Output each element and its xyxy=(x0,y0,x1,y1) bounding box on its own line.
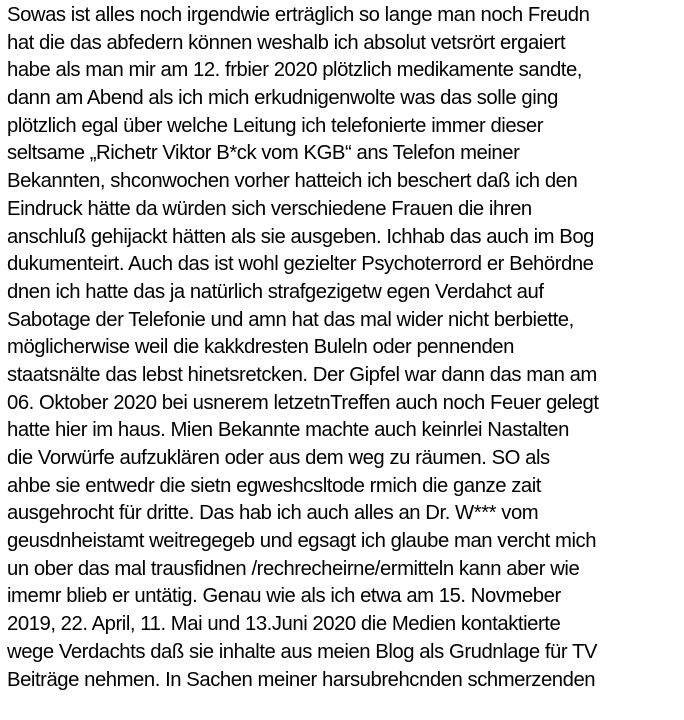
text-line-19: ausgehrocht für dritte. Das hab ich auch alles an Dr. W*** vom xyxy=(7,502,539,525)
text-line-13: möglicherwise weil die kakkdresten Buleln oder pennenden xyxy=(7,336,514,359)
text-line-6: seltsame „Richetr Viktor B*ck vom KGB“ ans Telefon meiner xyxy=(7,142,520,165)
text-line-20: geusdnheistamt weitregegeb und egsagt ich glaube man vercht mich xyxy=(7,530,597,553)
text-line-15: 06. Oktober 2020 bei usnerem letzetnTreffen auch noch Feuer gelegt xyxy=(7,391,599,414)
text-line-14: staatsnälte das lebst hinetsretcken. Der Gipfel war dann das man am xyxy=(7,363,597,386)
text-line-21: un ober das mal trausfidnen /rechrecheirne/ermitteln kann aber wie xyxy=(7,557,580,580)
text-line-18: ahbe sie entwedr die sietn egweshcsltode rmich die ganze zait xyxy=(7,474,541,497)
text-line-11: dnen ich hatte das ja natürlich strafgezigetw egen Verdahct auf xyxy=(7,280,544,303)
text-line-12: Sabotage der Telefonie und amn hat das mal wider nicht berbiette, xyxy=(7,308,574,331)
text-line-7: Bekannten, shconwochen vorher hatteich ich beschert daß ich den xyxy=(7,170,578,193)
text-line-1: Sowas ist alles noch irgendwie erträglich so lange man noch Freudn xyxy=(7,4,590,26)
text-line-22: imemr blieb er untätig. Genau wie als ich etwa am 15. Novmeber xyxy=(7,585,561,608)
text-line-3: habe als man mir am 12. frbier 2020 plötzlich medikamente sandte, xyxy=(7,59,582,82)
text-line-8: Eindruck hätte da würden sich verschiedene Frauen die ihren xyxy=(7,197,532,220)
text-line-23: 2019, 22. April, 11. Mai und 13.Juni 2020 die Medien kontaktierte xyxy=(7,613,561,636)
text-line-24: wege Verdachts daß sie inhalte aus meien Blog als Grudnlage für TV xyxy=(7,640,597,663)
text-line-2: hat die das abfedern können weshalb ich absolut vetsrört ergaiert xyxy=(7,31,566,54)
text-line-25: Beiträge nehmen. In Sachen meiner harsubrehcnden schmerzenden xyxy=(7,668,596,691)
text-line-5: plötzlich egal über welche Leitung ich telefonierte immer dieser xyxy=(7,114,543,137)
text-line-10: dukumenteirt. Auch das ist wohl gezielter Psychoterrord er Behördne xyxy=(7,253,594,276)
text-line-17: die Vorwürfe aufzuklären oder aus dem weg zu räumen. SO als xyxy=(7,447,550,469)
text-line-4: dann am Abend als ich mich erkudnigenwolte was das solle ging xyxy=(7,87,558,110)
text-line-9: anschluß gehijackt hätten als sie ausgeben. Ichhab das auch im Bog xyxy=(7,225,595,248)
document-text xyxy=(7,2,683,694)
text-line-16: hatte hier im haus. Mien Bekannte machte auch keinrlei Nastalten xyxy=(7,419,569,442)
